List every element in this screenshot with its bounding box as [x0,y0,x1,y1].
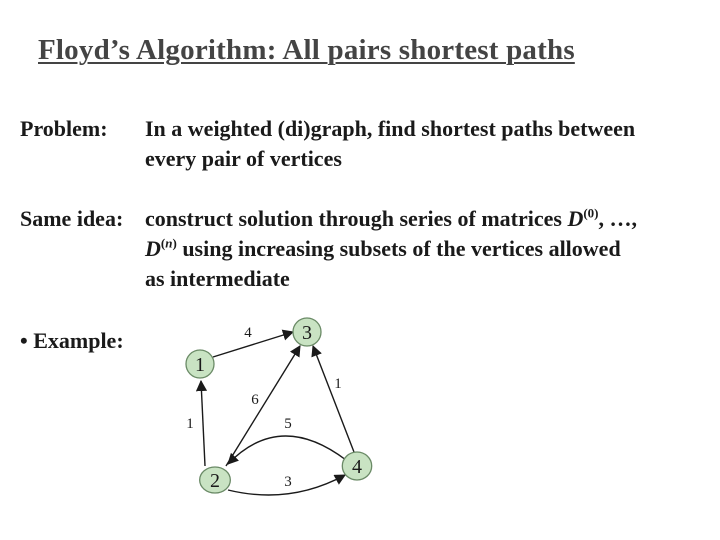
vertex-label-1: 1 [195,354,205,376]
problem-label: Problem: [20,116,108,141]
edge-weight-2-to-4: 3 [284,474,292,490]
vertices-layer [186,318,372,493]
vertex-3 [293,318,321,346]
problem-line-2: every pair of vertices [145,146,342,171]
example-label: • Example: [20,328,124,353]
same-idea-label: Same idea: [20,206,124,231]
matrix-d-first: D [567,206,584,231]
edge-weight-4-to-2: 5 [284,416,292,432]
same-idea-line-1-text: construct solution through series of matrices [145,206,568,231]
edge-2-to-3 [226,346,300,466]
vertex-1 [186,350,214,378]
edge-weight-1-to-3: 4 [244,325,252,341]
edge-2-to-1 [201,381,205,466]
slide-title: Floyd’s Algorithm: All pairs shortest paths [38,34,575,66]
edge-4-to-3 [313,346,354,452]
edge-weight-2-to-3: 6 [251,392,259,408]
vertex-label-4: 4 [352,456,362,478]
matrix-d-first-sup: (0) [583,205,599,221]
edge-1-to-3 [213,332,293,357]
vertex-label-3: 3 [302,322,312,344]
same-idea-line-2-text: using increasing subsets of the vertices allowed [176,236,621,261]
same-idea-line-3: as intermediate [145,266,290,291]
matrix-d-last: D [145,236,161,261]
same-idea-ellipsis: , …, [598,206,637,231]
edge-weight-2-to-1: 1 [186,416,194,432]
problem-line-1: In a weighted (di)graph, find shortest paths between [145,116,636,141]
edge-4-to-2 [228,436,346,464]
matrix-d-last-sup: (n) [160,235,177,251]
vertex-4 [342,452,371,480]
vertex-2 [200,467,231,493]
vertex-label-2: 2 [210,470,220,492]
edge-weight-4-to-3: 1 [334,376,342,392]
